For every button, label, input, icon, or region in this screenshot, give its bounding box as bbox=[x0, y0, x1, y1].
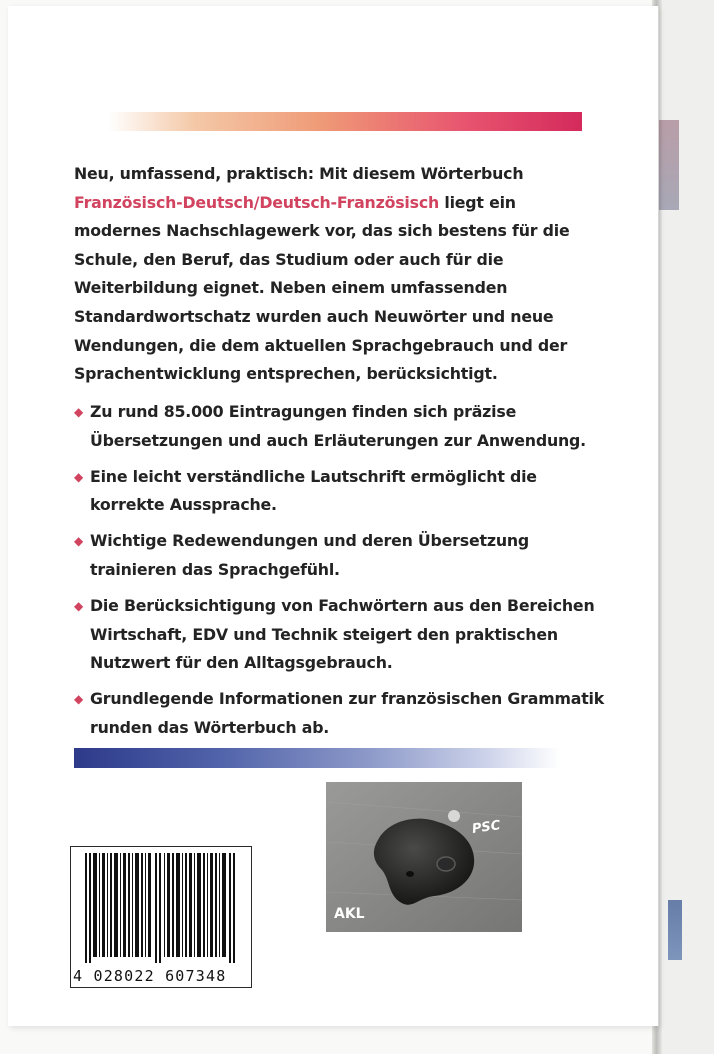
feature-list bbox=[74, 398, 614, 750]
spine-color-mark bbox=[659, 120, 679, 210]
bullet-icon: ◆ bbox=[74, 599, 84, 614]
bullet-icon: ◆ bbox=[74, 469, 84, 484]
list-item bbox=[74, 685, 614, 742]
photo-label-akl: AKL bbox=[334, 906, 365, 922]
bullet-icon: ◆ bbox=[74, 692, 84, 707]
decorative-gradient-bar-bottom bbox=[74, 748, 560, 768]
intro-text-start: Neu, umfassend, praktisch: Mit diesem Wörterbuch bbox=[74, 164, 524, 183]
stone-photo bbox=[326, 782, 522, 932]
list-item bbox=[74, 463, 614, 520]
list-item bbox=[74, 527, 614, 584]
spine-color-mark-lower bbox=[668, 900, 682, 960]
intro-highlight: Französisch-Deutsch/Deutsch-Französisch bbox=[74, 192, 440, 212]
intro-text-end: liegt ein modernes Nachschlagewerk vor, das sich bestens für die Schule, den Beruf, das Studium oder auch für die Weiterbildung eignet. Neben einem umfassenden Standardwortschatz wurden auch Neuwörter und neue Wendungen, die dem aktuellen Sprachgebrauch und der Sprachentwicklung entsprechen, berücksichtigt. bbox=[74, 192, 570, 384]
list-item bbox=[74, 592, 614, 678]
feature-text: Wichtige Redewendungen und deren Übersetzung trainieren das Sprachgefühl. bbox=[90, 531, 530, 579]
photo-label-psc: PSC bbox=[471, 818, 502, 837]
feature-text: Eine leicht verständliche Lautschrift ermöglicht die korrekte Aussprache. bbox=[90, 466, 537, 515]
feature-text: Grundlegende Informationen zur französischen Grammatik runden das Wörterbuch ab. bbox=[90, 689, 605, 737]
feature-text: Die Berücksichtigung von Fachwörtern aus den Bereichen Wirtschaft, EDV und Technik steigert den praktischen Nutzwert für den Alltagsgebrauch. bbox=[90, 596, 595, 673]
barcode bbox=[70, 846, 252, 988]
intro-paragraph bbox=[74, 160, 594, 389]
decorative-gradient-bar-top bbox=[108, 112, 582, 131]
bullet-icon: ◆ bbox=[74, 405, 84, 419]
list-item bbox=[74, 398, 614, 455]
feature-text: Zu rund 85.000 Eintragungen finden sich präzise Übersetzungen und auch Erläuterungen zur Anwendung. bbox=[90, 402, 586, 450]
barcode-number: 4 028022 607348 bbox=[73, 967, 227, 985]
barcode-bars bbox=[71, 847, 251, 965]
bullet-icon: ◆ bbox=[74, 534, 84, 549]
